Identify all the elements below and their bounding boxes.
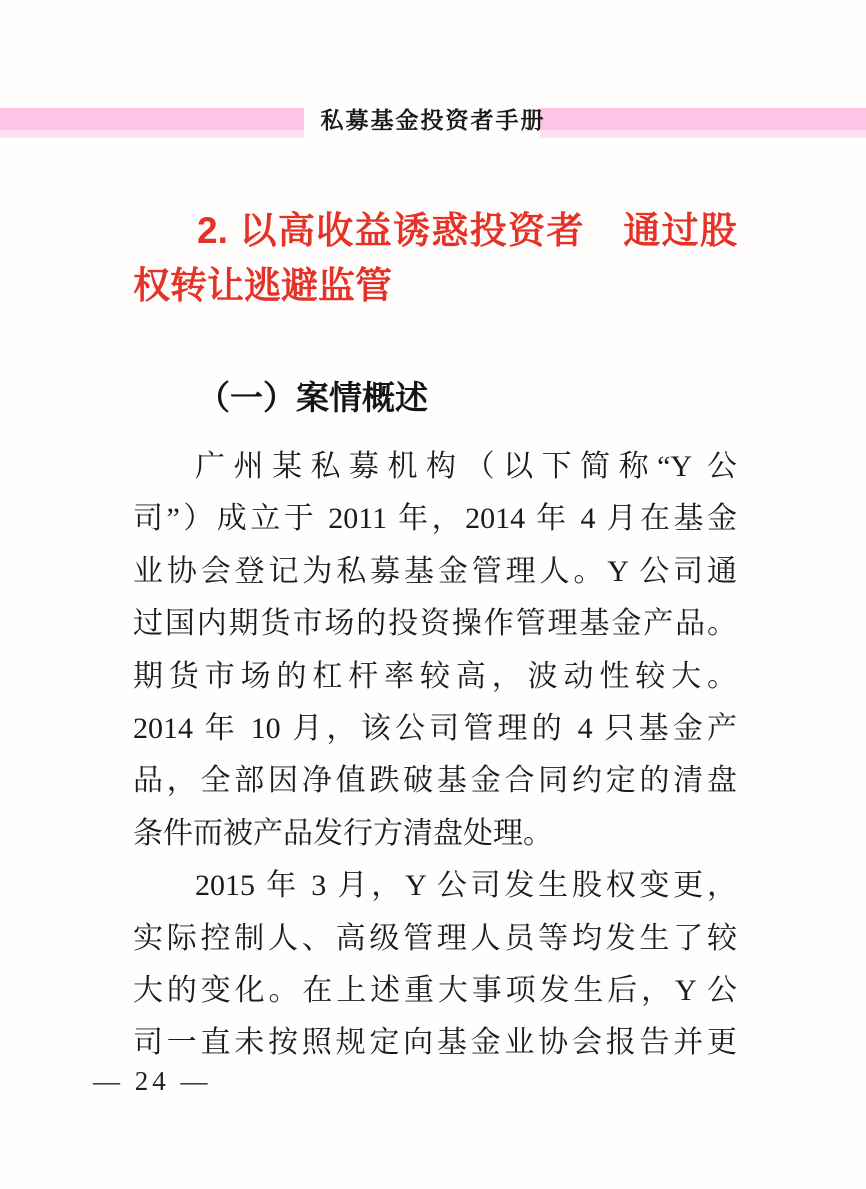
body-line: 业协会登记为私募基金管理人。Y 公司通	[133, 554, 737, 588]
running-header-title: 私募基金投资者手册	[320, 107, 546, 133]
body-line: 期货市场的杠杆率较高，波动性较大。	[133, 659, 737, 693]
body-line: 司”）成立于 2011 年，2014 年 4 月在基金	[133, 502, 737, 536]
subsection-heading: （一）案情概述	[197, 381, 428, 417]
body-line: 广州某私募机构（以下简称“Y 公	[195, 450, 737, 483]
body-line: 2014 年 10 月，该公司管理的 4 只基金产	[133, 712, 737, 746]
running-header	[0, 107, 866, 138]
body-line: 过国内期货市场的投资操作管理基金产品。	[133, 607, 737, 641]
body-line: 大的变化。在上述重大事项发生后，Y 公	[133, 974, 737, 1008]
body-line: 品，全部因净值跌破基金合同约定的清盘	[133, 764, 737, 798]
section-heading-line: 权转让逃避监管	[133, 265, 392, 306]
section-heading-line: 2. 以高收益诱惑投资者 通过股	[197, 210, 737, 251]
body-line: 司一直未按照规定向基金业协会报告并更	[133, 1026, 737, 1060]
page-number: — 24 —	[93, 1066, 212, 1096]
body-line: 实际控制人、高级管理人员等均发生了较	[133, 921, 737, 955]
body-line: 条件而被产品发行方清盘处理。	[133, 816, 553, 850]
body-line: 2015 年 3 月，Y 公司发生股权变更，	[195, 869, 737, 903]
body-text	[133, 441, 737, 1070]
section-heading	[133, 203, 737, 313]
